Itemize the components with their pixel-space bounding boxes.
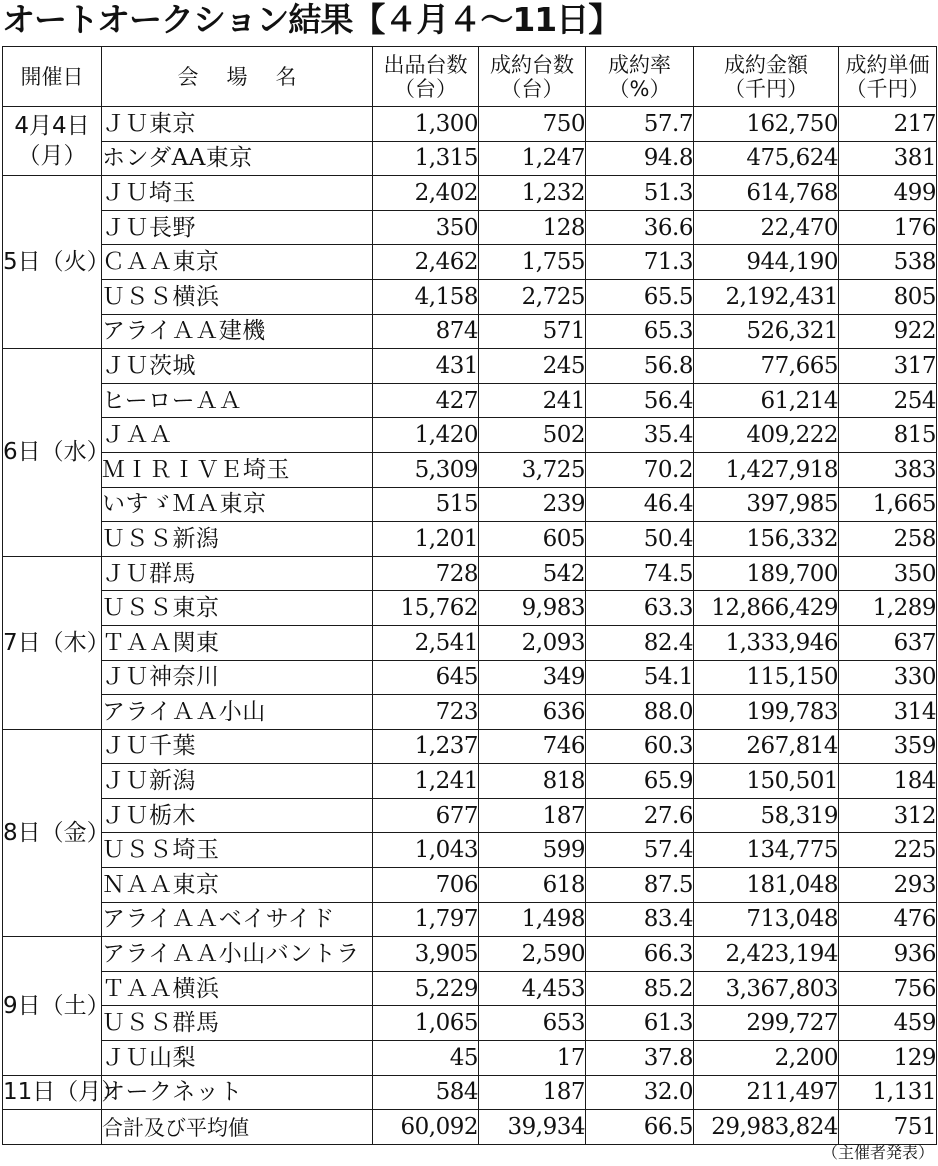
- venue-name: アライＡＡベイサイド: [102, 902, 373, 937]
- unit-price: 359: [839, 729, 937, 764]
- sold-count: 750: [479, 107, 586, 142]
- sold-count: 2,725: [479, 279, 586, 314]
- venue-name: ヒーローＡＡ: [102, 383, 373, 418]
- sales-amount: 397,985: [694, 487, 839, 522]
- date-cell: 11日（月）: [3, 1075, 102, 1110]
- sales-amount: 267,814: [694, 729, 839, 764]
- success-rate: 50.4: [586, 522, 694, 557]
- sales-amount: 2,423,194: [694, 937, 839, 972]
- unit-price: 756: [839, 971, 937, 1006]
- venue-name: ＮＡＡ東京: [102, 868, 373, 903]
- source-note: （主催者発表）: [821, 1143, 934, 1162]
- listed-count: 45: [373, 1041, 479, 1076]
- date-cell: 5日（火）: [3, 176, 102, 349]
- table-row: [3, 279, 937, 314]
- success-rate: 57.4: [586, 833, 694, 868]
- total-unit-price: 751: [839, 1110, 937, 1145]
- success-rate: 74.5: [586, 556, 694, 591]
- unit-price: 459: [839, 1006, 937, 1041]
- sold-count: 187: [479, 1075, 586, 1110]
- venue-name: アライＡＡ小山: [102, 695, 373, 730]
- success-rate: 66.3: [586, 937, 694, 972]
- unit-price: 314: [839, 695, 937, 730]
- total-row: [3, 1110, 937, 1145]
- listed-count: 350: [373, 210, 479, 245]
- header-rate-label: 成約率: [608, 52, 671, 77]
- header-listed: [373, 47, 479, 107]
- table-row: [3, 556, 937, 591]
- table-row: [3, 418, 937, 453]
- success-rate: 32.0: [586, 1075, 694, 1110]
- listed-count: 515: [373, 487, 479, 522]
- sales-amount: 2,200: [694, 1041, 839, 1076]
- sold-count: 2,590: [479, 937, 586, 972]
- total-rate: 66.5: [586, 1110, 694, 1145]
- total-label: 合計及び平均値: [102, 1110, 373, 1145]
- sales-amount: 189,700: [694, 556, 839, 591]
- header-row: [3, 47, 937, 107]
- table-row: [3, 349, 937, 384]
- sold-count: 2,093: [479, 625, 586, 660]
- success-rate: 83.4: [586, 902, 694, 937]
- venue-name: ＪＵ山梨: [102, 1041, 373, 1076]
- table-row: [3, 383, 937, 418]
- success-rate: 46.4: [586, 487, 694, 522]
- listed-count: 4,158: [373, 279, 479, 314]
- unit-price: 184: [839, 764, 937, 799]
- listed-count: 723: [373, 695, 479, 730]
- table-row: [3, 210, 937, 245]
- unit-price: 637: [839, 625, 937, 660]
- sold-count: 653: [479, 1006, 586, 1041]
- venue-name: ＵＳＳ東京: [102, 591, 373, 626]
- total-listed: 60,092: [373, 1110, 479, 1145]
- table-row: [3, 522, 937, 557]
- success-rate: 63.3: [586, 591, 694, 626]
- listed-count: 1,065: [373, 1006, 479, 1041]
- venue-name: ＪＵ長野: [102, 210, 373, 245]
- unit-price: 499: [839, 176, 937, 211]
- unit-price: 129: [839, 1041, 937, 1076]
- venue-name: オークネット: [102, 1075, 373, 1110]
- unit-price: 805: [839, 279, 937, 314]
- header-unit-price-label: 成約単価: [845, 52, 930, 77]
- header-rate-unit: （%）: [608, 76, 671, 101]
- table-row: [3, 1041, 937, 1076]
- success-rate: 88.0: [586, 695, 694, 730]
- venue-name: ＣＡＡ東京: [102, 245, 373, 280]
- table-row: [3, 452, 937, 487]
- header-amount-unit: （千円）: [724, 76, 808, 101]
- sales-amount: 199,783: [694, 695, 839, 730]
- sales-amount: 134,775: [694, 833, 839, 868]
- unit-price: 225: [839, 833, 937, 868]
- success-rate: 54.1: [586, 660, 694, 695]
- listed-count: 584: [373, 1075, 479, 1110]
- table-row: [3, 868, 937, 903]
- success-rate: 60.3: [586, 729, 694, 764]
- sold-count: 17: [479, 1041, 586, 1076]
- table-row: [3, 729, 937, 764]
- listed-count: 5,309: [373, 452, 479, 487]
- table-row: [3, 764, 937, 799]
- listed-count: 1,241: [373, 764, 479, 799]
- success-rate: 35.4: [586, 418, 694, 453]
- unit-price: 383: [839, 452, 937, 487]
- listed-count: 5,229: [373, 971, 479, 1006]
- sales-amount: 162,750: [694, 107, 839, 142]
- header-unit-price: [839, 47, 937, 107]
- success-rate: 65.9: [586, 764, 694, 799]
- venue-name: ＴＡＡ横浜: [102, 971, 373, 1006]
- sold-count: 241: [479, 383, 586, 418]
- venue-name: アライＡＡ建機: [102, 314, 373, 349]
- success-rate: 61.3: [586, 1006, 694, 1041]
- unit-price: 1,289: [839, 591, 937, 626]
- sold-count: 605: [479, 522, 586, 557]
- success-rate: 65.3: [586, 314, 694, 349]
- table-row: [3, 798, 937, 833]
- venue-name: ＴＡＡ関東: [102, 625, 373, 660]
- listed-count: 3,905: [373, 937, 479, 972]
- success-rate: 36.6: [586, 210, 694, 245]
- table-row: [3, 833, 937, 868]
- success-rate: 56.8: [586, 349, 694, 384]
- venue-name: ホンダAA東京: [102, 141, 373, 176]
- table-row: [3, 487, 937, 522]
- sales-amount: 12,866,429: [694, 591, 839, 626]
- table-row: [3, 937, 937, 972]
- sold-count: 1,498: [479, 902, 586, 937]
- sold-count: 9,983: [479, 591, 586, 626]
- sales-amount: 944,190: [694, 245, 839, 280]
- header-sold: [479, 47, 586, 107]
- listed-count: 1,300: [373, 107, 479, 142]
- header-unit-price-unit: （千円）: [845, 76, 930, 101]
- sales-amount: 614,768: [694, 176, 839, 211]
- success-rate: 85.2: [586, 971, 694, 1006]
- success-rate: 65.5: [586, 279, 694, 314]
- sold-count: 571: [479, 314, 586, 349]
- unit-price: 936: [839, 937, 937, 972]
- venue-name: ＭＩＲＩＶＥ埼玉: [102, 452, 373, 487]
- venue-name: ＪＵ神奈川: [102, 660, 373, 695]
- unit-price: 217: [839, 107, 937, 142]
- unit-price: 254: [839, 383, 937, 418]
- sold-count: 4,453: [479, 971, 586, 1006]
- sold-count: 599: [479, 833, 586, 868]
- date-cell: 4月4日（月）: [3, 107, 102, 176]
- listed-count: 1,420: [373, 418, 479, 453]
- listed-count: 874: [373, 314, 479, 349]
- sales-amount: 156,332: [694, 522, 839, 557]
- listed-count: 677: [373, 798, 479, 833]
- listed-count: 645: [373, 660, 479, 695]
- venue-name: ＪＵ栃木: [102, 798, 373, 833]
- unit-price: 330: [839, 660, 937, 695]
- total-sold: 39,934: [479, 1110, 586, 1145]
- venue-name: ＪＵ東京: [102, 107, 373, 142]
- header-listed-unit: （台）: [394, 76, 457, 101]
- unit-price: 476: [839, 902, 937, 937]
- header-rate: [586, 47, 694, 107]
- unit-price: 317: [839, 349, 937, 384]
- listed-count: 1,315: [373, 141, 479, 176]
- table-body: [3, 107, 937, 1110]
- sales-amount: 526,321: [694, 314, 839, 349]
- sold-count: 187: [479, 798, 586, 833]
- sold-count: 1,755: [479, 245, 586, 280]
- table-row: [3, 625, 937, 660]
- sold-count: 618: [479, 868, 586, 903]
- success-rate: 71.3: [586, 245, 694, 280]
- listed-count: 431: [373, 349, 479, 384]
- venue-name: アライＡＡ小山バントラ: [102, 937, 373, 972]
- sold-count: 349: [479, 660, 586, 695]
- table-row: [3, 107, 937, 142]
- total-date-cell: [3, 1110, 102, 1145]
- venue-name: ＪＵ新潟: [102, 764, 373, 799]
- sales-amount: 1,427,918: [694, 452, 839, 487]
- unit-price: 293: [839, 868, 937, 903]
- table-row: [3, 176, 937, 211]
- sold-count: 542: [479, 556, 586, 591]
- sales-amount: 3,367,803: [694, 971, 839, 1006]
- sold-count: 1,232: [479, 176, 586, 211]
- unit-price: 350: [839, 556, 937, 591]
- sales-amount: 409,222: [694, 418, 839, 453]
- sold-count: 746: [479, 729, 586, 764]
- table-row: [3, 1075, 937, 1110]
- venue-name: ＵＳＳ群馬: [102, 1006, 373, 1041]
- header-date: 開催日: [3, 47, 102, 107]
- date-cell: 6日（水）: [3, 349, 102, 557]
- table-row: [3, 695, 937, 730]
- listed-count: 2,402: [373, 176, 479, 211]
- unit-price: 312: [839, 798, 937, 833]
- date-cell: 8日（金）: [3, 729, 102, 937]
- unit-price: 258: [839, 522, 937, 557]
- header-venue: 会場名: [102, 47, 373, 107]
- listed-count: 1,797: [373, 902, 479, 937]
- sold-count: 3,725: [479, 452, 586, 487]
- sales-amount: 299,727: [694, 1006, 839, 1041]
- listed-count: 1,237: [373, 729, 479, 764]
- auction-results-table: [2, 46, 937, 1145]
- sold-count: 636: [479, 695, 586, 730]
- sales-amount: 58,319: [694, 798, 839, 833]
- venue-name: ＵＳＳ新潟: [102, 522, 373, 557]
- venue-name: ＪＵ千葉: [102, 729, 373, 764]
- unit-price: 381: [839, 141, 937, 176]
- listed-count: 427: [373, 383, 479, 418]
- listed-count: 15,762: [373, 591, 479, 626]
- header-amount-label: 成約金額: [724, 52, 808, 77]
- unit-price: 1,131: [839, 1075, 937, 1110]
- sales-amount: 61,214: [694, 383, 839, 418]
- listed-count: 728: [373, 556, 479, 591]
- listed-count: 1,043: [373, 833, 479, 868]
- table-row: [3, 591, 937, 626]
- page-title: オートオークション結果【４月４～11日】: [2, 0, 621, 39]
- sales-amount: 2,192,431: [694, 279, 839, 314]
- sold-count: 1,247: [479, 141, 586, 176]
- sales-amount: 181,048: [694, 868, 839, 903]
- table-row: [3, 1006, 937, 1041]
- table-row: [3, 660, 937, 695]
- sales-amount: 115,150: [694, 660, 839, 695]
- success-rate: 70.2: [586, 452, 694, 487]
- venue-name: ＪＵ埼玉: [102, 176, 373, 211]
- sales-amount: 211,497: [694, 1075, 839, 1110]
- venue-name: ＵＳＳ横浜: [102, 279, 373, 314]
- table-row: [3, 971, 937, 1006]
- table-row: [3, 902, 937, 937]
- success-rate: 94.8: [586, 141, 694, 176]
- sold-count: 239: [479, 487, 586, 522]
- unit-price: 815: [839, 418, 937, 453]
- success-rate: 82.4: [586, 625, 694, 660]
- unit-price: 176: [839, 210, 937, 245]
- sales-amount: 150,501: [694, 764, 839, 799]
- listed-count: 2,541: [373, 625, 479, 660]
- unit-price: 538: [839, 245, 937, 280]
- success-rate: 57.7: [586, 107, 694, 142]
- sold-count: 502: [479, 418, 586, 453]
- table-row: [3, 245, 937, 280]
- table-row: [3, 141, 937, 176]
- sold-count: 128: [479, 210, 586, 245]
- sales-amount: 1,333,946: [694, 625, 839, 660]
- sold-count: 245: [479, 349, 586, 384]
- success-rate: 27.6: [586, 798, 694, 833]
- venue-name: いすゞＭＡ東京: [102, 487, 373, 522]
- date-cell: 7日（木）: [3, 556, 102, 729]
- venue-name: ＪＡＡ: [102, 418, 373, 453]
- header-listed-label: 出品台数: [383, 52, 468, 77]
- unit-price: 1,665: [839, 487, 937, 522]
- success-rate: 51.3: [586, 176, 694, 211]
- sold-count: 818: [479, 764, 586, 799]
- venue-name: ＵＳＳ埼玉: [102, 833, 373, 868]
- listed-count: 1,201: [373, 522, 479, 557]
- listed-count: 2,462: [373, 245, 479, 280]
- venue-name: ＪＵ茨城: [102, 349, 373, 384]
- success-rate: 87.5: [586, 868, 694, 903]
- sales-amount: 713,048: [694, 902, 839, 937]
- total-amount: 29,983,824: [694, 1110, 839, 1145]
- sales-amount: 77,665: [694, 349, 839, 384]
- header-sold-unit: （台）: [500, 76, 564, 101]
- table-row: [3, 314, 937, 349]
- header-sold-label: 成約台数: [490, 52, 574, 77]
- success-rate: 37.8: [586, 1041, 694, 1076]
- unit-price: 922: [839, 314, 937, 349]
- success-rate: 56.4: [586, 383, 694, 418]
- header-amount: [694, 47, 839, 107]
- date-cell: 9日（土）: [3, 937, 102, 1075]
- venue-name: ＪＵ群馬: [102, 556, 373, 591]
- sales-amount: 22,470: [694, 210, 839, 245]
- sales-amount: 475,624: [694, 141, 839, 176]
- listed-count: 706: [373, 868, 479, 903]
